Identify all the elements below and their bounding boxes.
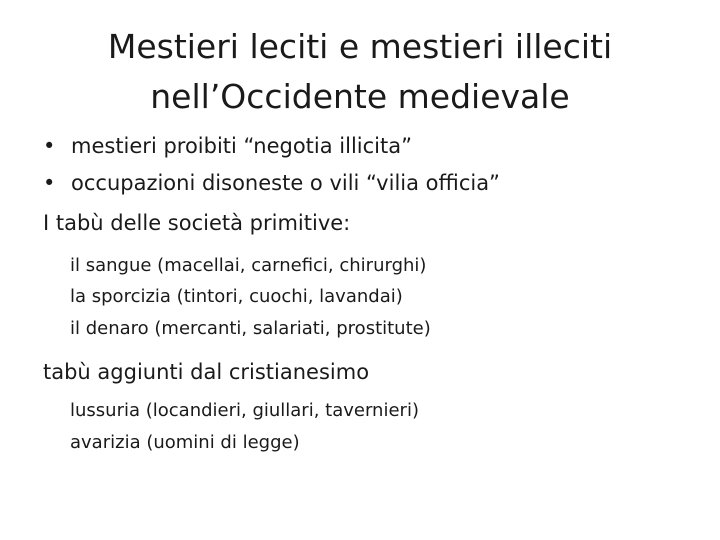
bullet-item-2 <box>43 169 500 197</box>
list-item-avarice: avarizia (uomini di legge) <box>70 432 300 453</box>
bullet-text: mestieri proibiti “negotia illicita” <box>71 134 412 158</box>
bullet-marker: • <box>43 134 56 158</box>
title-line-2: nell’Occidente medievale <box>150 77 570 116</box>
bullet-item-1 <box>43 132 412 160</box>
slide-title <box>60 22 660 122</box>
list-item-dirt: la sporcizia (tintori, cuochi, lavandai) <box>70 286 403 307</box>
bullet-marker: • <box>43 171 56 195</box>
list-item-money: il denaro (mercanti, salariati, prostitute) <box>70 318 431 339</box>
section-heading-christian-taboos: tabù aggiunti dal cristianesimo <box>43 360 370 384</box>
list-item-lust: lussuria (locandieri, giullari, tavernieri) <box>70 400 419 421</box>
section-heading-primitive-taboos: I tabù delle società primitive: <box>43 211 351 235</box>
list-item-blood: il sangue (macellai, carnefici, chirurghi) <box>70 255 427 276</box>
bullet-text: occupazioni disoneste o vili “vilia officia” <box>71 171 500 195</box>
title-line-1: Mestieri leciti e mestieri illeciti <box>107 27 613 66</box>
